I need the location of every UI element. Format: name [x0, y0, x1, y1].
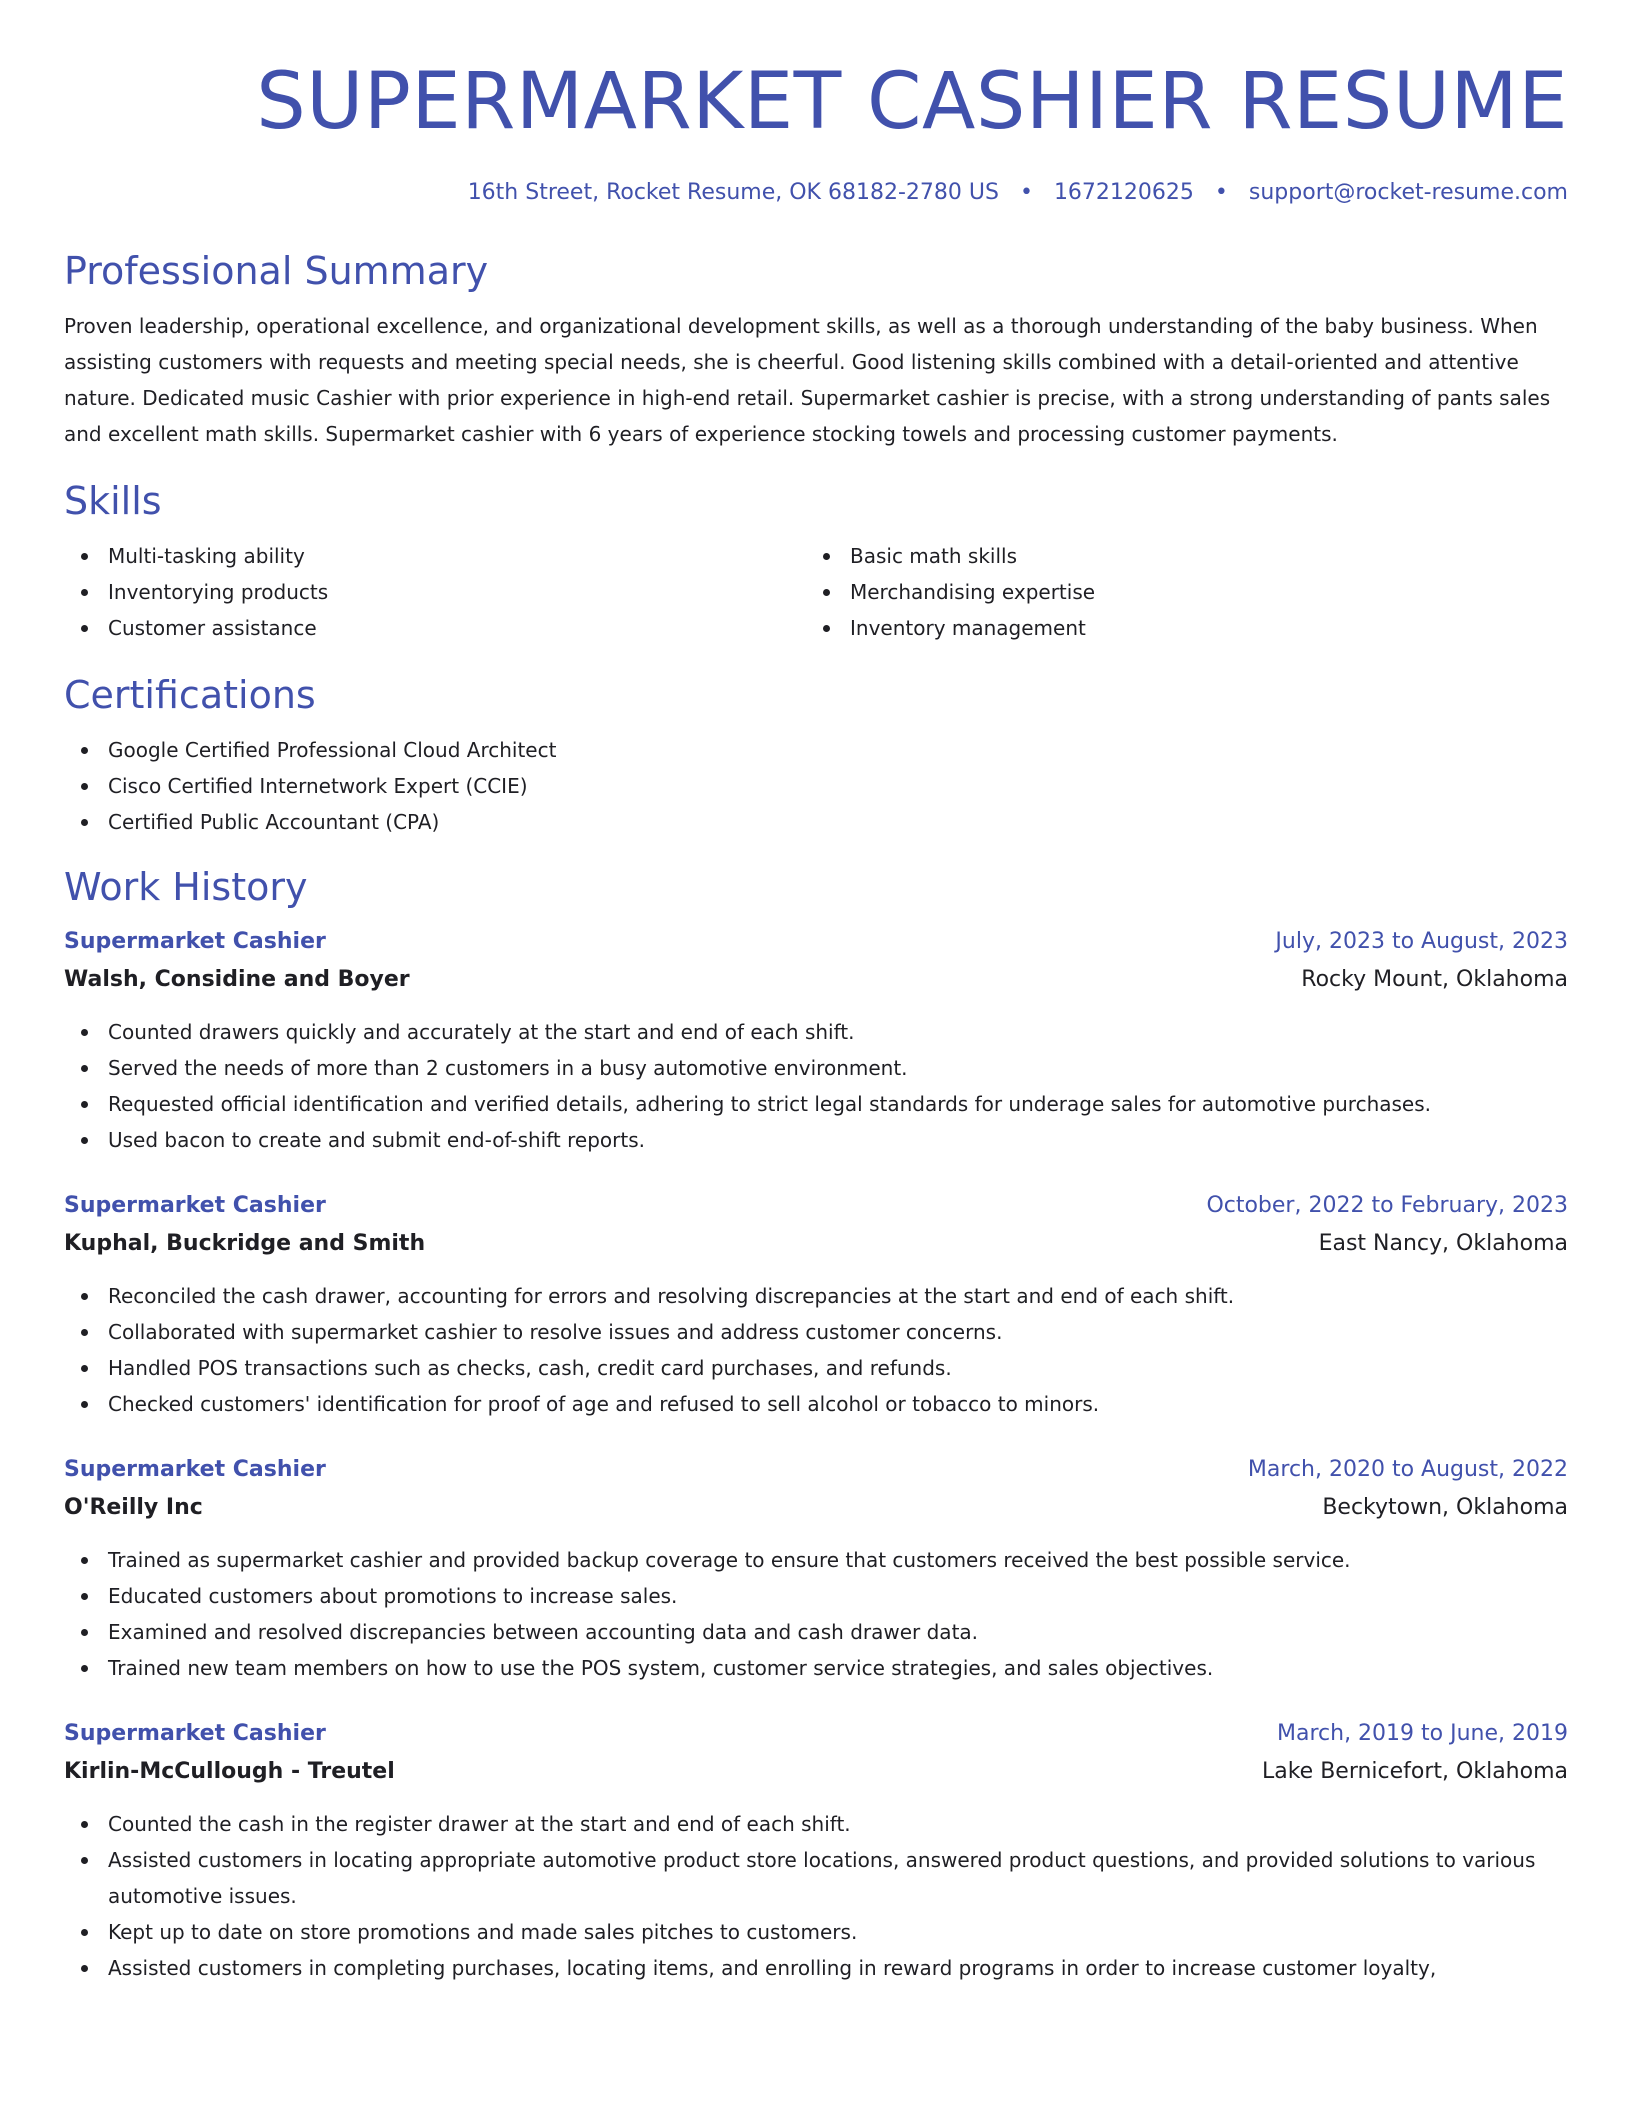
professional-summary-section [64, 248, 1568, 452]
job-title-row [64, 1452, 1568, 1488]
job-bullet: Handled POS transactions such as checks, cash, credit card purchases, and refunds. [64, 1350, 1568, 1386]
skill-item: Merchandising expertise [806, 574, 1548, 610]
job-company: Kuphal, Buckridge and Smith [64, 1231, 426, 1256]
contact-email: support@rocket-resume.com [1248, 180, 1568, 205]
job-bullet: Collaborated with supermarket cashier to resolve issues and address customer concerns. [64, 1314, 1568, 1350]
job-company: O'Reilly Inc [64, 1495, 203, 1520]
skills-section [64, 478, 1568, 646]
section-title-summary: Professional Summary [64, 249, 489, 293]
job-title: Supermarket Cashier [64, 929, 326, 954]
skills-list-left [64, 538, 806, 646]
job-bullet: Checked customers' identification for proof of age and refused to sell alcohol or tobacco to minors. [64, 1386, 1568, 1422]
job-dates: October, 2022 to February, 2023 [1206, 1193, 1568, 1218]
job-entry [64, 1188, 1568, 1422]
job-bullet: Counted the cash in the register drawer at the start and end of each shift. [64, 1806, 1568, 1842]
job-location: Rocky Mount, Oklahoma [1301, 967, 1568, 992]
job-bullets [64, 1014, 1568, 1158]
skill-item: Customer assistance [64, 610, 806, 646]
skills-list-right [806, 538, 1548, 646]
skill-item: Multi-tasking ability [64, 538, 806, 574]
job-title-row [64, 924, 1568, 960]
job-title: Supermarket Cashier [64, 1457, 326, 1482]
summary-text: Proven leadership, operational excellence, and organizational development skills, as well as a thorough understanding of the baby business. When assisting customers with requests and meeting special needs, she is cheerful. Good listening skills combined with a detail-oriented and attentive nature. Dedicated music Cashier with prior experience in high-end retail. Supermarket cashier is precise, with a strong understanding of pants sales and excellent math skills. Supermarket cashier with 6 years of experience stocking towels and processing customer payments. [64, 314, 1551, 446]
job-entry [64, 1452, 1568, 1686]
job-entry [64, 1716, 1568, 1986]
job-bullets [64, 1806, 1568, 1986]
job-bullet: Reconciled the cash drawer, accounting for errors and resolving discrepancies at the start and end of each shift. [64, 1278, 1568, 1314]
job-bullet: Assisted customers in completing purchases, locating items, and enrolling in reward programs in order to increase customer loyalty, [64, 1950, 1568, 1986]
job-company-row [64, 1488, 1568, 1528]
job-bullets [64, 1278, 1568, 1422]
job-title: Supermarket Cashier [64, 1193, 326, 1218]
contact-address: 16th Street, Rocket Resume, OK 68182-2780 US [467, 180, 999, 205]
job-bullet: Trained new team members on how to use the POS system, customer service strategies, and sales objectives. [64, 1650, 1568, 1686]
skill-item: Inventorying products [64, 574, 806, 610]
job-title-row [64, 1716, 1568, 1752]
job-title: Supermarket Cashier [64, 1721, 326, 1746]
job-dates: July, 2023 to August, 2023 [1275, 929, 1568, 954]
certifications-section [64, 672, 1568, 840]
skill-item: Inventory management [806, 610, 1548, 646]
job-company-row [64, 1752, 1568, 1792]
contact-separator: • [1019, 180, 1033, 205]
certification-item: Cisco Certified Internetwork Expert (CCIE) [64, 768, 1568, 804]
job-location: Beckytown, Oklahoma [1322, 1495, 1568, 1520]
job-dates: March, 2019 to June, 2019 [1277, 1721, 1568, 1746]
job-bullet: Assisted customers in locating appropriate automotive product store locations, answered product questions, and provided solutions to various automotive issues. [64, 1842, 1568, 1914]
contact-phone: 1672120625 [1053, 180, 1194, 205]
skill-item: Basic math skills [806, 538, 1548, 574]
job-company: Walsh, Considine and Boyer [64, 967, 410, 992]
job-bullet: Educated customers about promotions to increase sales. [64, 1578, 1568, 1614]
certification-item: Certified Public Accountant (CPA) [64, 804, 1568, 840]
job-bullet: Used bacon to create and submit end-of-shift reports. [64, 1122, 1568, 1158]
resume-title: SUPERMARKET CASHIER RESUME [256, 57, 1568, 147]
certifications-list [64, 732, 1568, 840]
job-entry [64, 924, 1568, 1158]
job-bullet: Kept up to date on store promotions and made sales pitches to customers. [64, 1914, 1568, 1950]
contact-separator: • [1214, 180, 1228, 205]
certification-item: Google Certified Professional Cloud Architect [64, 732, 1568, 768]
job-location: Lake Bernicefort, Oklahoma [1261, 1759, 1568, 1784]
job-bullet: Trained as supermarket cashier and provided backup coverage to ensure that customers received the best possible service. [64, 1542, 1568, 1578]
job-bullet: Served the needs of more than 2 customers in a busy automotive environment. [64, 1050, 1568, 1086]
resume-header [64, 56, 1568, 208]
job-company: Kirlin-McCullough - Treutel [64, 1759, 395, 1784]
section-title-work-history: Work History [64, 865, 308, 909]
job-bullet: Counted drawers quickly and accurately at the start and end of each shift. [64, 1014, 1568, 1050]
job-location: East Nancy, Oklahoma [1318, 1231, 1568, 1256]
job-dates: March, 2020 to August, 2022 [1247, 1457, 1568, 1482]
job-bullets [64, 1542, 1568, 1686]
work-history-section [64, 864, 1568, 1986]
contact-line [64, 178, 1568, 208]
job-company-row [64, 960, 1568, 1000]
job-bullet: Examined and resolved discrepancies between accounting data and cash drawer data. [64, 1614, 1568, 1650]
job-company-row [64, 1224, 1568, 1264]
section-title-certifications: Certifications [64, 673, 316, 717]
skills-grid [64, 538, 1568, 646]
job-title-row [64, 1188, 1568, 1224]
job-bullet: Requested official identification and verified details, adhering to strict legal standards for underage sales for automotive purchases. [64, 1086, 1568, 1122]
section-title-skills: Skills [64, 479, 162, 523]
